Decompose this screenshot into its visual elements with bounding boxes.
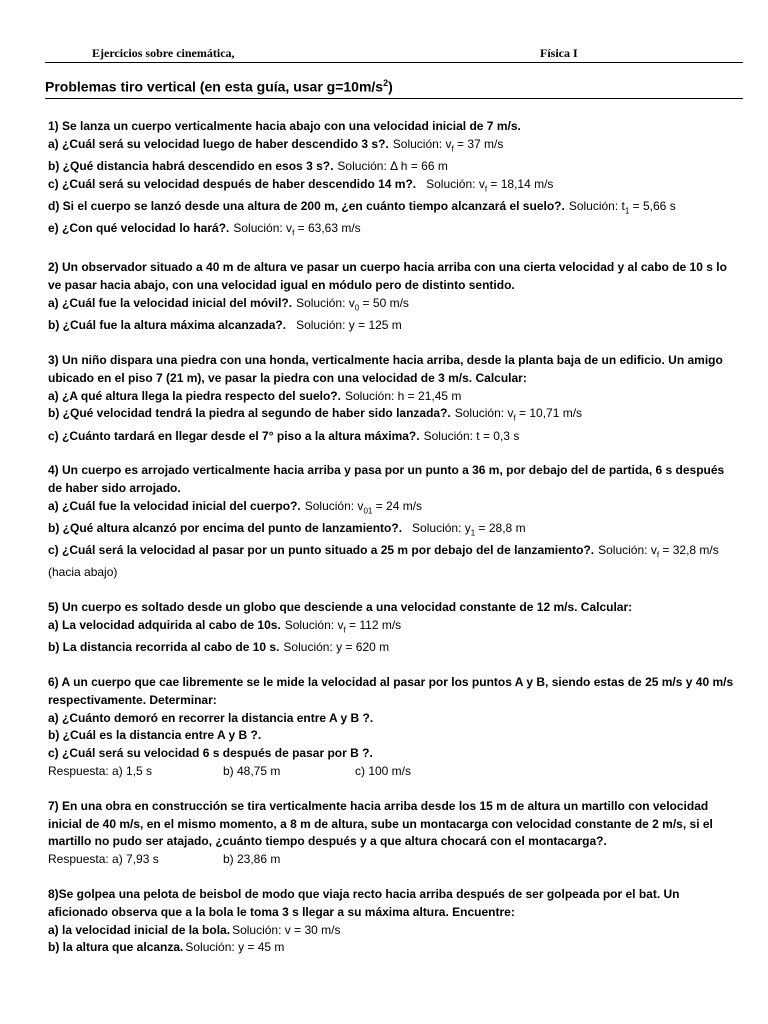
problem-1-b: [48, 158, 740, 176]
problem-7: [48, 798, 740, 869]
problem-3-a: [48, 388, 740, 406]
question-text: a) ¿A qué altura llega la piedra respecto del suelo?.: [48, 388, 341, 403]
solution: Solución: $v_{01} = 24$ m/s: [304, 498, 423, 516]
problem-2-a: [48, 295, 740, 317]
answer-c: c) 100 m/s: [355, 764, 412, 779]
title-close: ): [388, 78, 393, 95]
problem-4-c: [48, 542, 740, 582]
solution: Solución: $v_f = 10,71$ m/s: [454, 406, 583, 423]
problem-6: [48, 674, 740, 781]
problem-7-statement: 7) En una obra en construcción se tira verticalmente hacia arriba desde los 15 m de altura un martillo con velocidad inicial de 40 m/s, en el mismo momento, a 8 m de altura, sube un montacarga con velocidad constante de 2 m/s, si el martillo no pudo ser atajado, ¿cuánto tiempo después y a que altura chocará con el montacarga?.: [48, 798, 713, 849]
solution: Solución: $y_1 = 28,8$ m: [412, 521, 526, 538]
solution: Solución: y = 45 m: [185, 940, 285, 955]
problem-4-a: [48, 498, 740, 520]
problem-4-b: [48, 520, 740, 542]
problem-4: [48, 462, 740, 582]
problem-1-e: [48, 220, 740, 242]
problem-8: [48, 886, 740, 957]
problem-1-a: [48, 136, 740, 158]
page-header: [45, 44, 743, 63]
question-text: a) La velocidad adquirida al cabo de 10s.: [48, 618, 281, 633]
question-text: a) ¿Cuál será su velocidad luego de haber descendido 3 s?.: [48, 136, 389, 151]
problem-6-answers: [48, 763, 740, 781]
problem-list: [48, 118, 740, 974]
question-text: c) ¿Cuál será la velocidad al pasar por un punto situado a 25 m por debajo del de lanzamiento?.: [48, 543, 595, 558]
solution: Solución: $v_f = 18,14$ m/s: [426, 176, 554, 194]
problem-6-b: b) ¿Cuál es la distancia entre A y B ?.: [48, 728, 262, 743]
problem-5: [48, 599, 740, 657]
question-text: b) ¿Qué distancia habrá descendido en esos 3 s?.: [48, 158, 334, 173]
solution: Solución: y = 620 m: [283, 640, 390, 655]
answer-b: b) 48,75 m: [223, 764, 281, 779]
answer-a: Respuesta: a) 7,93 s: [48, 852, 159, 867]
problem-5-a: [48, 617, 740, 639]
problem-1-statement: 1) Se lanza un cuerpo verticalmente hacia abajo con una velocidad inicial de 7 m/s.: [48, 119, 521, 133]
question-text: b) ¿Cuál fue la altura máxima alcanzada?.: [48, 318, 287, 333]
answer-b: b) 23,86 m: [223, 852, 281, 867]
question-text: a) ¿Cuál fue la velocidad inicial del móvil?.: [48, 295, 293, 310]
solution: Solución: y = 125 m: [296, 318, 402, 333]
solution: Solución: $v_f = 112$ m/s: [284, 618, 402, 635]
problem-6-c: c) ¿Cuál será su velocidad 6 s después de pasar por B ?.: [48, 746, 373, 761]
problem-8-a: [48, 922, 740, 940]
problem-1-c: [48, 176, 740, 198]
question-text: a) la velocidad inicial de la bola.: [48, 922, 231, 937]
problem-6-a: a) ¿Cuánto demoró en recorrer la distancia entre A y B ?.: [48, 710, 374, 725]
problem-5-statement: 5) Un cuerpo es soltado desde un globo que desciende a una velocidad constante de 12 m/s. Calcular:: [48, 600, 633, 615]
solution: Solución: Δ h = 66 m: [337, 158, 448, 173]
question-text: b) ¿Qué velocidad tendrá la piedra al segundo de haber sido lanzada?.: [48, 406, 451, 421]
problem-2-b: [48, 317, 740, 335]
page-title: [45, 78, 743, 99]
question-text: a) ¿Cuál fue la velocidad inicial del cuerpo?.: [48, 498, 301, 513]
problem-3: [48, 352, 740, 445]
solution: Solución: $v_f = 37$ m/s: [392, 136, 504, 154]
solution: Solución: t = 0,3 s: [423, 428, 520, 443]
question-text: e) ¿Con qué velocidad lo hará?.: [48, 221, 230, 236]
problem-8-b: [48, 939, 740, 957]
problem-6-statement: 6) A un cuerpo que cae libremente se le mide la velocidad al pasar por los puntos A y B, siendo estas de 25 m/s y 40 m/s respectivamente. Determinar:: [48, 675, 734, 707]
header-course: Física I: [540, 46, 578, 60]
problem-3-c: [48, 428, 740, 446]
problem-3-statement: 3) Un niño dispara una piedra con una honda, verticalmente hacia arriba, desde la planta baja de un edificio. Un amigo ubicado en el piso 7 (21 m), ve pasar la piedra con una velocidad de 3 m/s. Calcular:: [48, 352, 723, 385]
title-exponent: 2: [383, 78, 389, 88]
solution: Solución: $v_f = 32,8$ m/s (hacia abajo): [48, 543, 719, 580]
header-subject: Ejercicios sobre cinemática,: [92, 46, 235, 60]
solution: Solución: v = 30 m/s: [232, 922, 341, 937]
question-text: b) la altura que alcanza.: [48, 940, 184, 955]
problem-8-statement: 8)Se golpea una pelota de beisbol de modo que viaja recto hacia arriba después de ser golpeada por el bat. Un aficionado observa que a la bola le toma 3 s llegar a su máxima altura. Encuentre:: [48, 887, 680, 919]
solution: Solución: $v_0 = 50$ m/s: [296, 295, 409, 313]
problem-4-statement: 4) Un cuerpo es arrojado verticalmente hacia arriba y pasa por un punto a 36 m, por debajo del de partida, 6 s después de haber sido arrojado.: [48, 463, 725, 496]
solution: Solución: $v_f = 63,63$ m/s: [233, 221, 361, 238]
question-text: d) Si el cuerpo se lanzó desde una altura de 200 m, ¿en cuánto tiempo alcanzará el suelo?.: [48, 198, 565, 213]
question-text: c) ¿Cuánto tardará en llegar desde el 7° piso a la altura máxima?.: [48, 428, 420, 443]
solution: Solución: $t_1 = 5,66$ s: [568, 198, 676, 216]
problem-7-answers: [48, 851, 740, 869]
problem-3-b: [48, 405, 740, 427]
title-text: Problemas tiro vertical (en esta guía, usar g=10m/s: [45, 78, 384, 95]
question-text: b) ¿Qué altura alcanzó por encima del punto de lanzamiento?.: [48, 521, 403, 536]
problem-1: [48, 118, 740, 242]
problem-1-d: [48, 198, 740, 220]
question-text: b) La distancia recorrida al cabo de 10 s.: [48, 640, 280, 655]
problem-2: [48, 259, 740, 335]
question-text: c) ¿Cuál será su velocidad después de haber descendido 14 m?.: [48, 176, 417, 191]
problem-2-statement: 2) Un observador situado a 40 m de altura ve pasar un cuerpo hacia arriba con una cierta velocidad y al cabo de 10 s lo ve pasar hacia abajo, con una velocidad igual en módulo pero de distinto sentido.: [48, 260, 727, 293]
answer-a: Respuesta: a) 1,5 s: [48, 764, 153, 779]
solution: Solución: h = 21,45 m: [344, 388, 462, 403]
problem-5-b: [48, 639, 740, 657]
